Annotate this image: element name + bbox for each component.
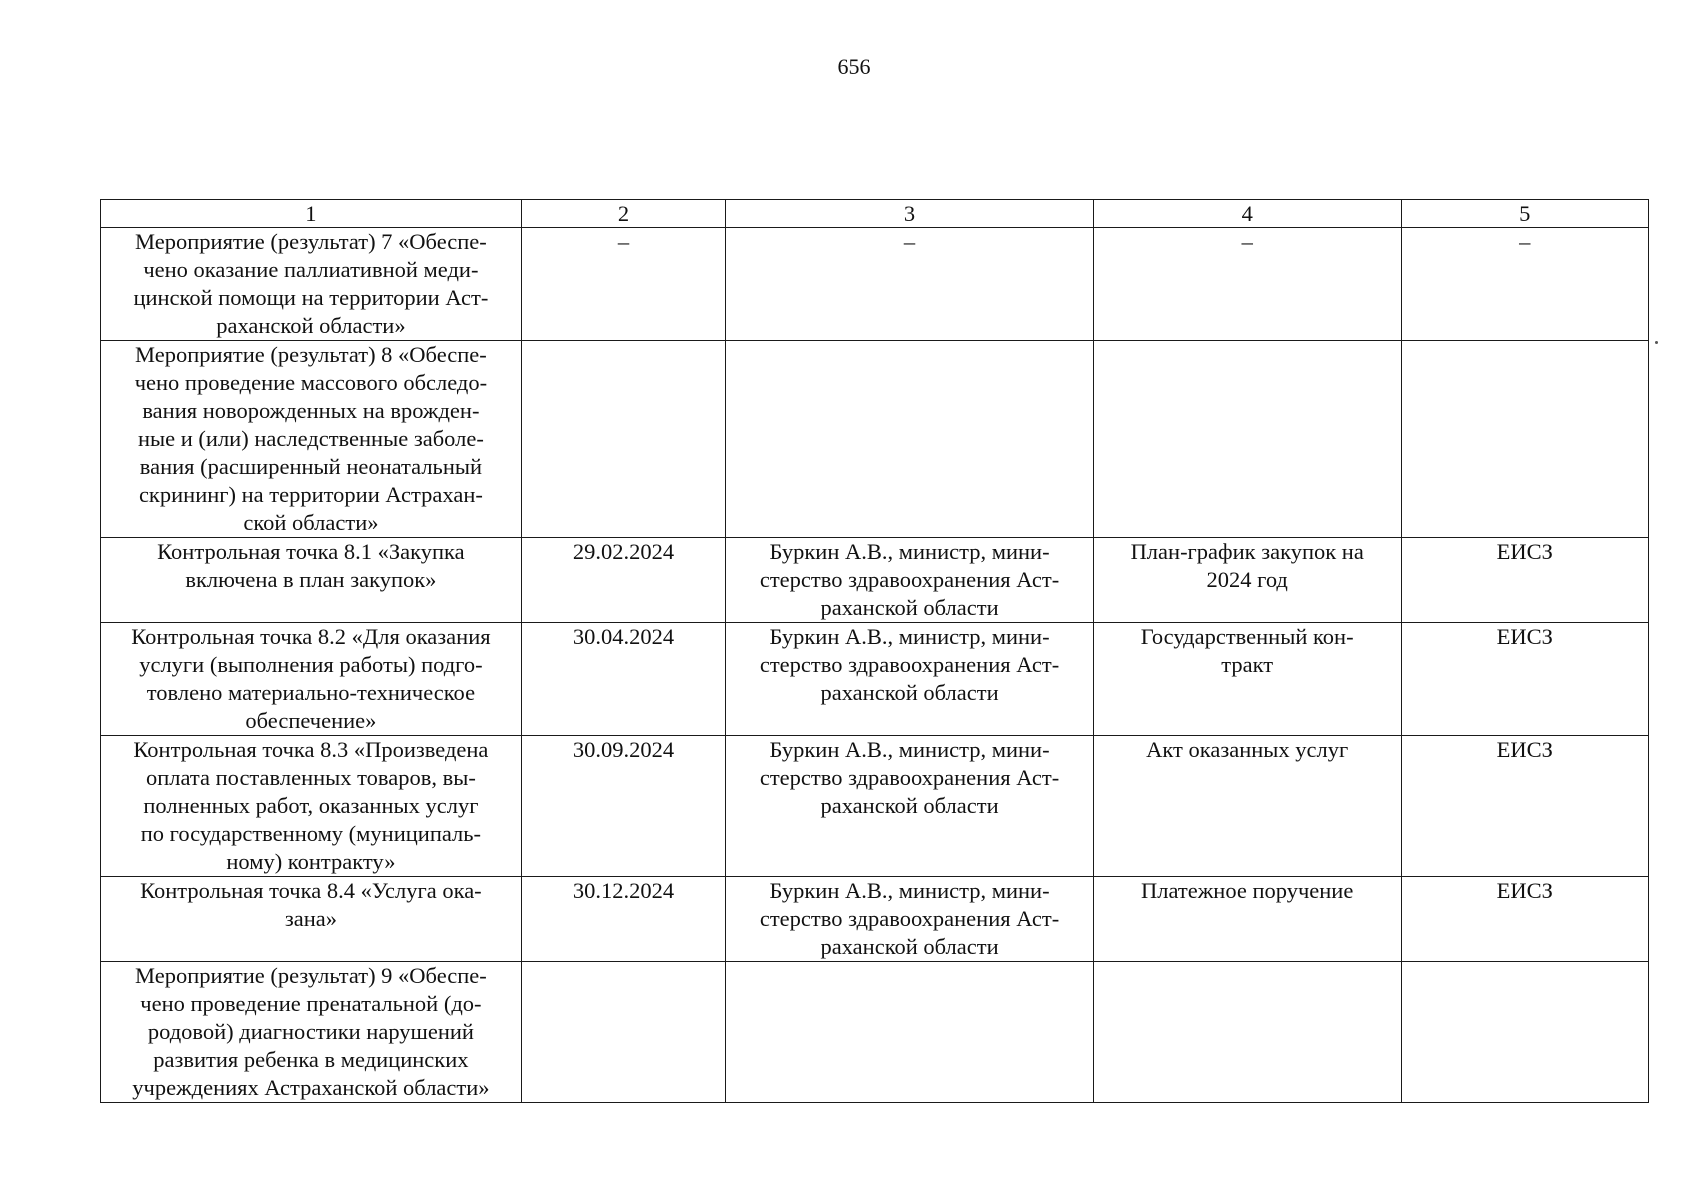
cell-line: чено проведение массового обследо-	[134, 370, 488, 395]
cell-date: 29.02.2024	[521, 538, 725, 623]
cell-document	[1093, 877, 1401, 962]
cell-line: вания новорожденных на врожден-	[142, 398, 480, 423]
cell-line: ные и (или) наследственные заболе-	[137, 426, 484, 451]
cell-line: по государственному (муниципаль-	[140, 821, 482, 846]
column-header-1: 1	[101, 200, 522, 228]
cell-line: стерство здравоохранения Аст-	[759, 906, 1060, 931]
cell-line: стерство здравоохранения Аст-	[759, 765, 1060, 790]
cell-responsible	[726, 736, 1094, 877]
cell-document	[1093, 341, 1401, 538]
cell-document	[1093, 962, 1401, 1103]
cell-line: Контрольная точка 8.1 «Закупка	[157, 539, 465, 564]
cell-line: цинской помощи на территории Аст-	[133, 285, 489, 310]
cell-date	[521, 962, 725, 1103]
cell-line: раханской области	[820, 595, 999, 620]
cell-date: –	[521, 228, 725, 341]
cell-line: Буркин А.В., министр, мини-	[769, 737, 1050, 762]
table-row	[101, 341, 1649, 538]
cell-line: учреждениях Астраханской области»	[132, 1075, 490, 1100]
cell-line: Акт оказанных услуг	[1146, 737, 1349, 762]
cell-line: товлено материально-техническое	[146, 680, 476, 705]
cell-system: ЕИСЗ	[1401, 538, 1649, 623]
cell-line: раханской области	[820, 680, 999, 705]
cell-measure	[101, 341, 522, 538]
cell-date	[521, 341, 725, 538]
cell-line: План-график закупок на	[1130, 539, 1364, 564]
cell-measure	[101, 877, 522, 962]
cell-line: включена в план закупок»	[185, 567, 437, 592]
column-header-2: 2	[521, 200, 725, 228]
cell-line: Мероприятие (результат) 9 «Обеспе-	[135, 963, 487, 988]
cell-document: –	[1093, 228, 1401, 341]
cell-measure	[101, 736, 522, 877]
column-header-5: 5	[1401, 200, 1649, 228]
cell-date: 30.12.2024	[521, 877, 725, 962]
cell-line: зана»	[284, 906, 337, 931]
cell-system: –	[1401, 228, 1649, 341]
cell-line: стерство здравоохранения Аст-	[759, 652, 1060, 677]
cell-line: обеспечение»	[245, 708, 377, 733]
cell-responsible	[726, 962, 1094, 1103]
cell-line: Мероприятие (результат) 8 «Обеспе-	[135, 342, 487, 367]
cell-measure	[101, 538, 522, 623]
measures-table	[100, 199, 1649, 1103]
cell-document	[1093, 538, 1401, 623]
cell-line: раханской области»	[216, 313, 406, 338]
cell-line: вания (расширенный неонатальный	[139, 454, 483, 479]
cell-responsible: –	[726, 228, 1094, 341]
cell-system: ЕИСЗ	[1401, 623, 1649, 736]
cell-line: ному) контракту»	[226, 849, 396, 874]
cell-measure	[101, 962, 522, 1103]
cell-line: раханской области	[820, 793, 999, 818]
cell-line: тракт	[1221, 652, 1274, 677]
header-row	[101, 200, 1649, 228]
cell-date: 30.09.2024	[521, 736, 725, 877]
cell-system: ЕИСЗ	[1401, 877, 1649, 962]
cell-line: услуги (выполнения работы) подго-	[139, 652, 483, 677]
cell-line: чено оказание паллиативной меди-	[143, 257, 479, 282]
cell-system	[1401, 341, 1649, 538]
column-header-3: 3	[726, 200, 1094, 228]
cell-measure	[101, 228, 522, 341]
cell-responsible	[726, 538, 1094, 623]
cell-line: скрининг) на территории Астрахан-	[138, 482, 483, 507]
cell-line: развития ребенка в медицинских	[153, 1047, 469, 1072]
cell-document	[1093, 623, 1401, 736]
table-row	[101, 623, 1649, 736]
cell-system	[1401, 962, 1649, 1103]
cell-line: Государственный кон-	[1140, 624, 1354, 649]
cell-responsible	[726, 341, 1094, 538]
cell-measure	[101, 623, 522, 736]
cell-date: 30.04.2024	[521, 623, 725, 736]
cell-line: ской области»	[243, 510, 379, 535]
cell-line: 2024 год	[1206, 567, 1288, 592]
cell-line: раханской области	[820, 934, 999, 959]
cell-line: Буркин А.В., министр, мини-	[769, 539, 1050, 564]
page-number: 656	[837, 54, 871, 79]
cell-line: оплата поставленных товаров, вы-	[145, 765, 476, 790]
cell-line: полненных работ, оказанных услуг	[143, 793, 479, 818]
cell-line: Буркин А.В., министр, мини-	[769, 878, 1050, 903]
table-row	[101, 877, 1649, 962]
cell-responsible	[726, 877, 1094, 962]
cell-system: ЕИСЗ	[1401, 736, 1649, 877]
cell-line: Контрольная точка 8.3 «Произведена	[133, 737, 489, 762]
table-row	[101, 228, 1649, 341]
cell-line: Контрольная точка 8.2 «Для оказания	[131, 624, 491, 649]
cell-line: стерство здравоохранения Аст-	[759, 567, 1060, 592]
cell-line: Буркин А.В., министр, мини-	[769, 624, 1050, 649]
cell-line: Контрольная точка 8.4 «Услуга ока-	[140, 878, 482, 903]
cell-responsible	[726, 623, 1094, 736]
table-row	[101, 538, 1649, 623]
column-header-4: 4	[1093, 200, 1401, 228]
scan-artifact-dot	[1655, 341, 1658, 344]
cell-line: родовой) диагностики нарушений	[147, 1019, 474, 1044]
cell-line: Мероприятие (результат) 7 «Обеспе-	[135, 229, 487, 254]
table-row	[101, 736, 1649, 877]
table-row	[101, 962, 1649, 1103]
cell-document	[1093, 736, 1401, 877]
cell-line: Платежное поручение	[1141, 878, 1354, 903]
cell-line: чено проведение пренатальной (до-	[140, 991, 482, 1016]
